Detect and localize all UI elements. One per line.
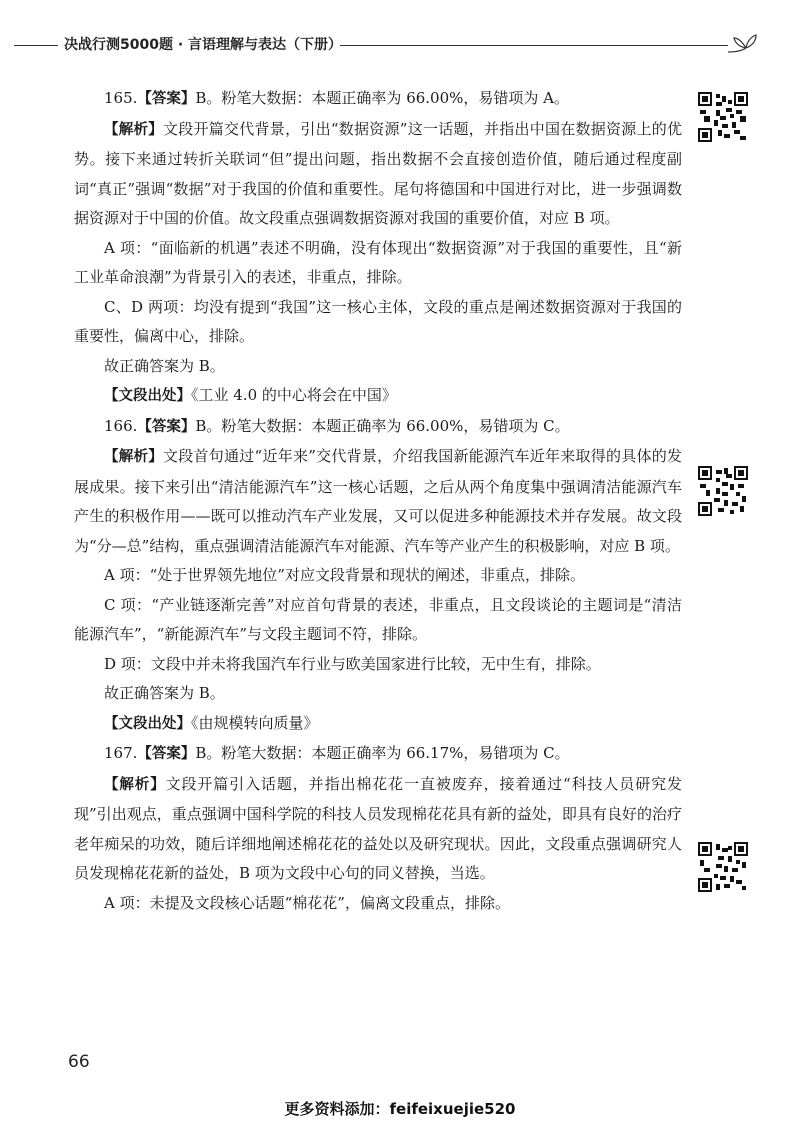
option-cd-165: C、D 两项：均没有提到“我国”这一核心主体，文段的重点是阐述数据资源对于我国的重要性，偏离中心，排除。: [74, 297, 682, 345]
answer-line-167: [74, 739, 682, 770]
option-a-166: A 项：“处于世界领先地位”对应文段背景和现状的阐述，非重点，排除。: [104, 566, 585, 584]
answer-tag: 【答案】: [137, 746, 196, 762]
answer-text: B。粉笔大数据：本题正确率为 66.00%，易错项为 A。: [195, 89, 569, 107]
analysis-tag: 【解析】: [104, 449, 164, 465]
analysis-text: 文段首句通过“近年来”交代背景，介绍我国新能源汽车近年来取得的具体的发展成果。接下来引出“清洁能源汽车”这一核心话题，之后从两个角度集中强调清洁能源汽车产生的积极作用——既可以推动汽车产业发展，又可以促进多种能源技术并存发展。故文段为“分—总”结构，重点强调清洁能源汽车对能源、汽车等产业产生的积极影响，对应 B 项。: [74, 447, 683, 555]
source-tag: 【文段出处】: [104, 388, 191, 404]
analysis-paragraph-167: [74, 770, 682, 889]
question-number: 166.: [104, 416, 138, 435]
qr-code-icon: [698, 466, 748, 516]
answer-text: B。粉笔大数据：本题正确率为 66.17%，易错项为 C。: [195, 744, 570, 762]
option-c-166: C 项：“产业链逐渐完善”对应首句背景的表述，非重点，且文段谈论的主题词是“清洁能源汽车”，“新能源汽车”与文段主题词不符，排除。: [74, 595, 682, 643]
source-tag: 【文段出处】: [104, 715, 191, 732]
header-rule-left: [14, 45, 58, 46]
source-line-166: [74, 709, 682, 740]
analysis-tag: 【解析】: [104, 776, 166, 793]
qr-code-icon: [698, 842, 748, 892]
qr-code-icon: [698, 92, 748, 142]
question-number: 165.: [104, 89, 138, 107]
analysis-paragraph-165: [74, 115, 682, 234]
source-text: 《由规模转向质量》: [191, 713, 319, 732]
running-header: [0, 32, 800, 56]
option-d-166: D 项：文段中并未将我国汽车行业与欧美国家进行比较，无中生有，排除。: [104, 654, 601, 673]
analysis-text: 文段开篇交代背景，引出“数据资源”这一话题，并指出中国在数据资源上的优势。接下来通过转折关联词“但”提出问题，指出数据不会直接创造价值，随后通过程度副词“真正”强调“数据”对于我国的价值和重要性。尾句将德国和中国进行对比，进一步强调数据资源对于中国的价值。故文段重点强调数据资源对我国的重要价值，对应 B 项。: [74, 119, 683, 227]
book-title: 决战行测5000题 · 言语理解与表达（下册）: [64, 37, 343, 53]
analysis-text: 文段开篇引入话题，并指出棉花花一直被废弃，接着通过“科技人员研究发现”引出观点，重点强调中国科学院的科技人员发现棉花花具有新的益处，即具有良好的治疗老年痴呆的功效，随后详细地阐述棉花花的益处以及研究现状。因此，文段重点强调研究人员发现棉花花新的益处，B 项为文段中心句的同义替换，当选。: [74, 774, 683, 882]
analysis-paragraph-166: [74, 442, 682, 561]
conclusion-166: 故正确答案为 B。: [104, 684, 225, 702]
sprout-icon: [726, 32, 760, 54]
question-number: 167.: [104, 744, 138, 762]
footer-note: 更多资料添加：feifeixuejie520: [284, 1100, 516, 1118]
analysis-tag: 【解析】: [104, 121, 164, 138]
answer-tag: 【答案】: [137, 418, 196, 435]
answer-line-166: [74, 412, 682, 443]
option-a-167: A 项：未提及文段核心话题“棉花花”，偏离文段重点，排除。: [104, 893, 510, 912]
source-line-165: [74, 381, 682, 412]
conclusion-165: 故正确答案为 B。: [104, 356, 225, 375]
source-text: 《工业 4.0 的中心将会在中国》: [191, 386, 397, 404]
answer-content: [74, 84, 682, 918]
answer-line-165: [74, 84, 682, 115]
answer-tag: 【答案】: [137, 91, 196, 107]
page-number: 66: [68, 1052, 90, 1072]
option-a-165: A 项：“面临新的机遇”表述不明确，没有体现出“数据资源”对于我国的重要性，且“新工业革命浪潮”为背景引入的表述，非重点，排除。: [74, 238, 682, 286]
answer-text: B。粉笔大数据：本题正确率为 66.00%，易错项为 C。: [195, 416, 570, 435]
header-rule-right: [340, 45, 728, 46]
